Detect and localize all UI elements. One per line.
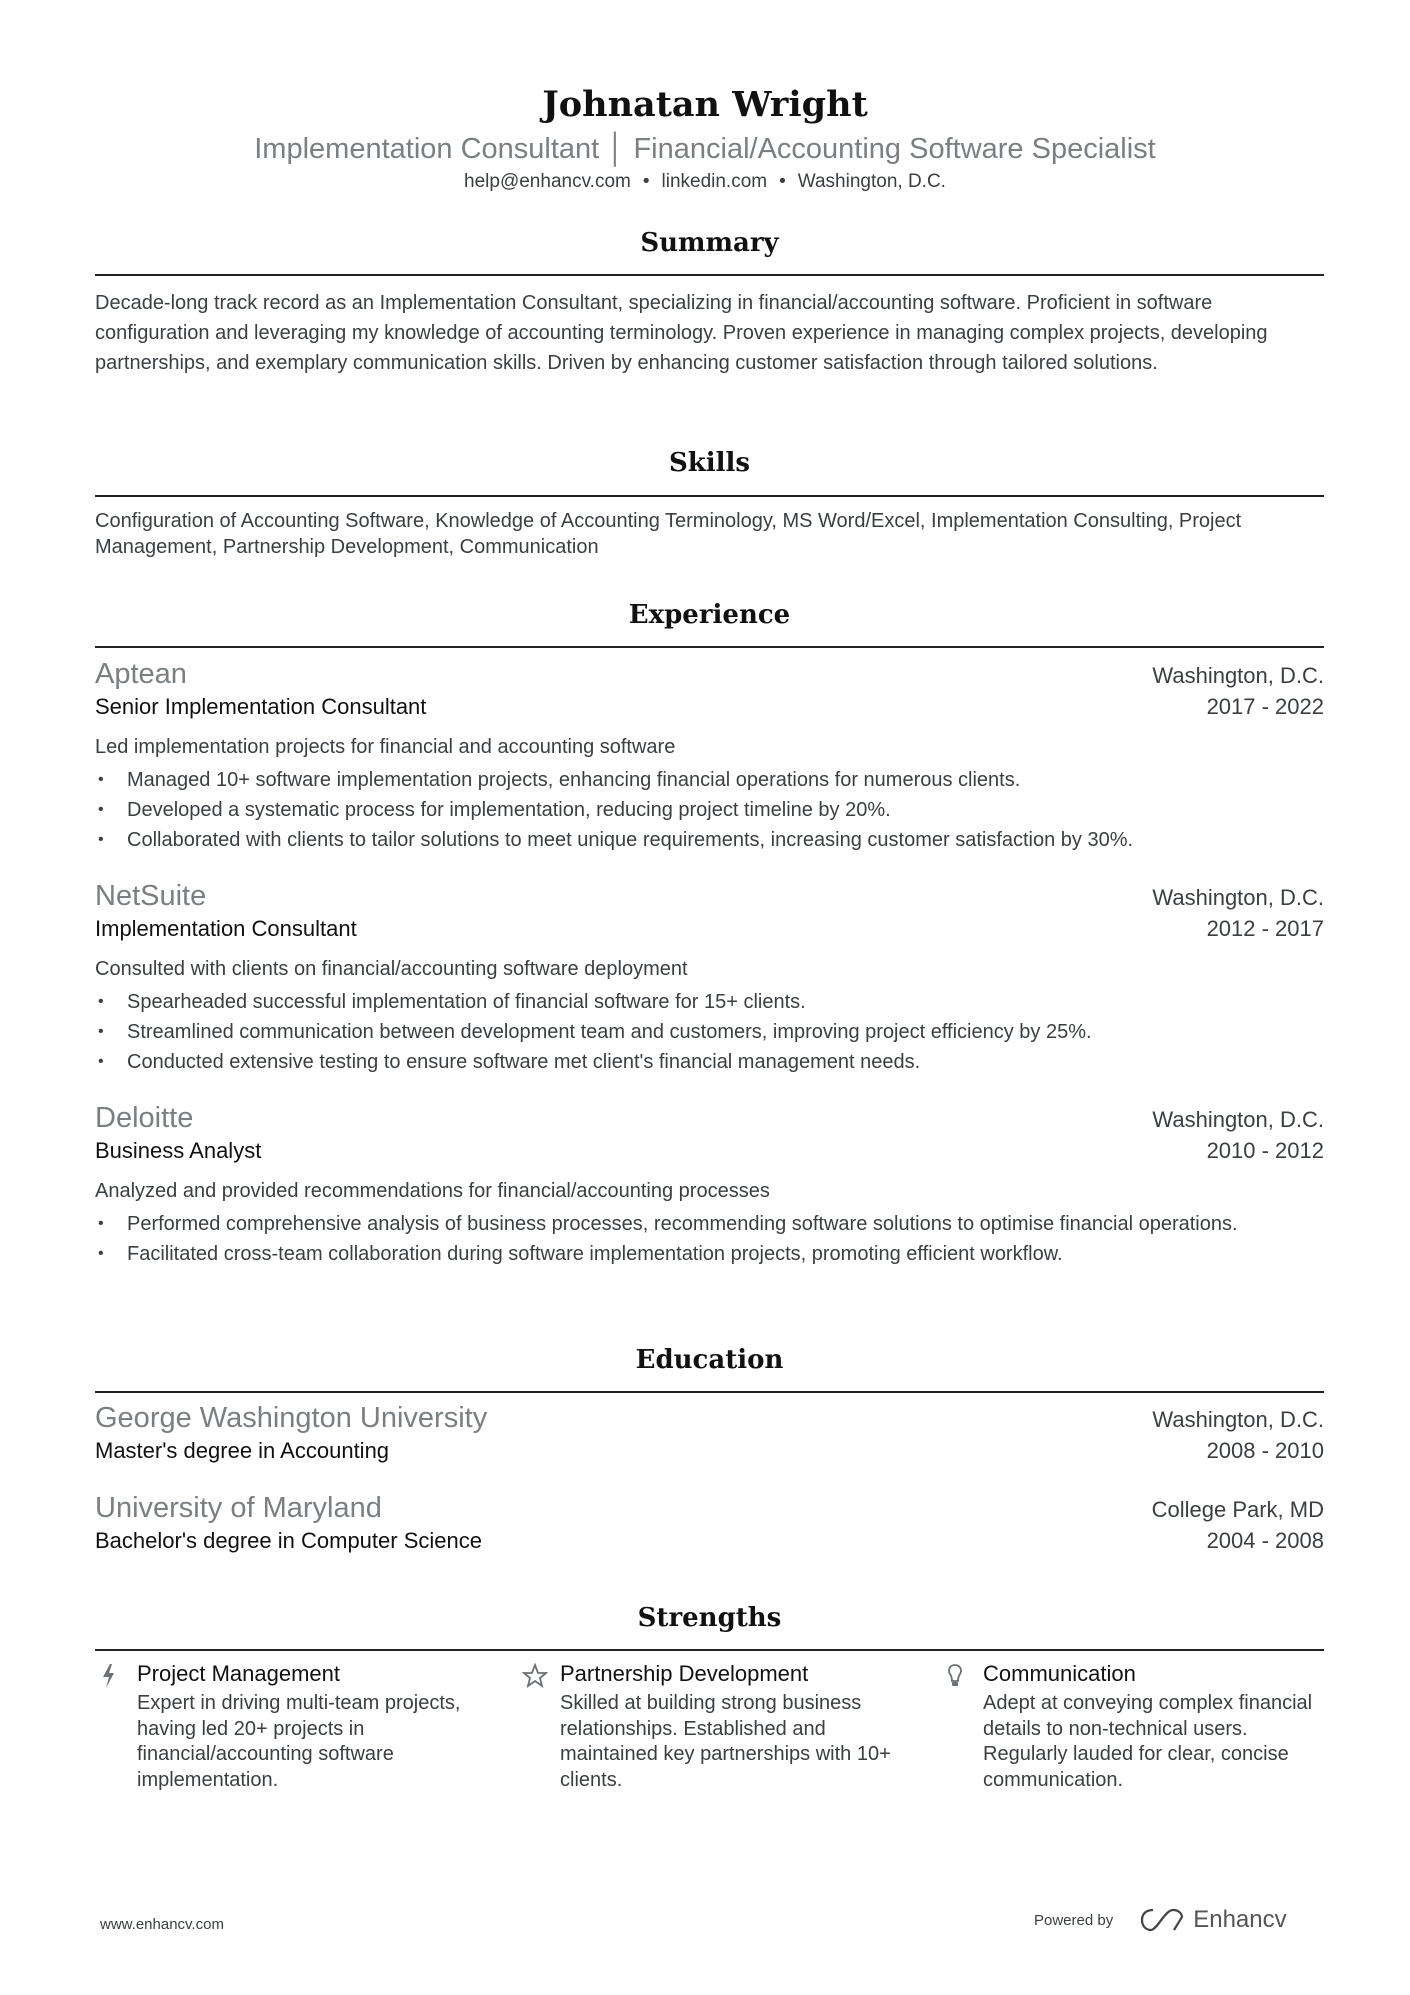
- strength-title: Partnership Development: [560, 1661, 809, 1686]
- footer-website[interactable]: www.enhancv.com: [100, 1916, 224, 1933]
- divider: [95, 274, 1324, 276]
- company-name: Aptean: [95, 658, 187, 690]
- experience-heading: Experience: [628, 600, 791, 630]
- job-bullet: • Conducted extensive testing to ensure software met client's financial management needs.: [95, 1047, 1324, 1077]
- strength-title: Project Management: [137, 1661, 340, 1686]
- job-bullet: • Managed 10+ software implementation projects, enhancing financial operations for numerous clients.: [95, 765, 1324, 795]
- education-entry: [95, 1402, 1324, 1474]
- job-role: Business Analyst: [95, 1138, 262, 1163]
- strength-title: Communication: [983, 1661, 1136, 1686]
- job-bullet: • Performed comprehensive analysis of business processes, recommending software solutions to optimise financial operations.: [95, 1209, 1284, 1239]
- education-heading: Education: [635, 1345, 784, 1375]
- job-location: Washington, D.C.: [1152, 1107, 1324, 1132]
- job-bullet: • Collaborated with clients to tailor solutions to meet unique requirements, increasing customer satisfaction by 30%.: [95, 825, 1324, 855]
- strength-item: [95, 1657, 480, 1793]
- job-entry: [95, 880, 1324, 1077]
- job-dates: 2010 - 2012: [1206, 1138, 1324, 1163]
- job-dates: 2017 - 2022: [1206, 694, 1324, 719]
- powered-by-label: Powered by: [1034, 1911, 1114, 1929]
- job-bullet: • Spearheaded successful implementation of financial software for 15+ clients.: [95, 987, 1324, 1017]
- brand-name: Enhancv: [1193, 1906, 1287, 1933]
- job-description: Analyzed and provided recommendations for financial/accounting processes: [95, 1180, 770, 1202]
- job-entry: [95, 1102, 1324, 1269]
- job-description: Consulted with clients on financial/accounting software deployment: [95, 958, 688, 980]
- strength-text: Adept at conveying complex financial details to non-technical users. Regularly lauded for clear, concise communication.: [983, 1692, 1313, 1791]
- school-location: Washington, D.C.: [1152, 1407, 1324, 1432]
- school-name: University of Maryland: [95, 1492, 382, 1524]
- divider: [95, 1391, 1324, 1393]
- enhancv-logo-icon: [1139, 1907, 1185, 1933]
- contact-email[interactable]: help@enhancv.com: [464, 171, 631, 192]
- education-dates: 2004 - 2008: [1206, 1528, 1324, 1553]
- contact-line: help@enhancv.com • linkedin.com • Washington, D.C.: [464, 171, 946, 192]
- strength-item: [518, 1657, 903, 1793]
- strength-text: Expert in driving multi-team projects, having led 20+ projects in financial/accounting software implementation.: [137, 1692, 461, 1791]
- job-bullet: • Developed a systematic process for implementation, reducing project timeline by 20%.: [95, 795, 1324, 825]
- company-name: Deloitte: [95, 1102, 194, 1134]
- enhancv-logo: [1139, 1906, 1286, 1934]
- degree: Bachelor's degree in Computer Science: [95, 1528, 482, 1553]
- divider: [95, 495, 1324, 497]
- school-name: George Washington University: [95, 1402, 488, 1434]
- education-entry: [95, 1492, 1324, 1564]
- skills-heading: Skills: [668, 448, 751, 478]
- school-location: College Park, MD: [1151, 1497, 1324, 1522]
- strengths-heading: Strengths: [637, 1603, 782, 1633]
- job-bullet: • Facilitated cross-team collaboration during software implementation projects, promoting efficient workflow.: [95, 1239, 1284, 1269]
- contact-location: Washington, D.C.: [797, 171, 946, 192]
- contact-linkedin[interactable]: linkedin.com: [661, 171, 768, 192]
- job-entry: [95, 658, 1324, 855]
- divider: [95, 1649, 1324, 1651]
- education-dates: 2008 - 2010: [1206, 1438, 1324, 1463]
- job-location: Washington, D.C.: [1152, 885, 1324, 910]
- summary-text: Decade-long track record as an Implementation Consultant, specializing in financial/accounting software. Proficient in software configuration and leveraging my knowledge of accounting terminology. Proven experience in managing complex projects, developing partnerships, and exemplary communication skills. Driven by enhancing customer satisfaction through tailored solutions.: [95, 292, 1268, 374]
- star-icon: [522, 1663, 548, 1689]
- job-role: Implementation Consultant: [95, 916, 357, 941]
- footer-branding: [1034, 1906, 1287, 1934]
- job-dates: 2012 - 2017: [1206, 916, 1324, 941]
- skills-text: Configuration of Accounting Software, Knowledge of Accounting Terminology, MS Word/Excel, Implementation Consulting, Project Management, Partnership Development, Communication: [95, 510, 1242, 558]
- job-description: Led implementation projects for financial and accounting software: [95, 736, 676, 758]
- divider: [95, 646, 1324, 648]
- job-location: Washington, D.C.: [1152, 663, 1324, 688]
- lightning-icon: [99, 1663, 119, 1689]
- candidate-title: Implementation Consultant │ Financial/Accounting Software Specialist: [254, 133, 1156, 165]
- strength-item: [941, 1657, 1326, 1793]
- strength-text: Skilled at building strong business relationships. Established and maintained key partnerships with 10+ clients.: [560, 1692, 891, 1791]
- summary-heading: Summary: [640, 228, 779, 258]
- company-name: NetSuite: [95, 880, 207, 912]
- candidate-name: Johnatan Wright: [542, 84, 868, 125]
- job-role: Senior Implementation Consultant: [95, 694, 427, 719]
- degree: Master's degree in Accounting: [95, 1438, 390, 1463]
- job-bullet: • Streamlined communication between development team and customers, improving project efficiency by 25%.: [95, 1017, 1324, 1047]
- lightbulb-icon: [945, 1663, 965, 1689]
